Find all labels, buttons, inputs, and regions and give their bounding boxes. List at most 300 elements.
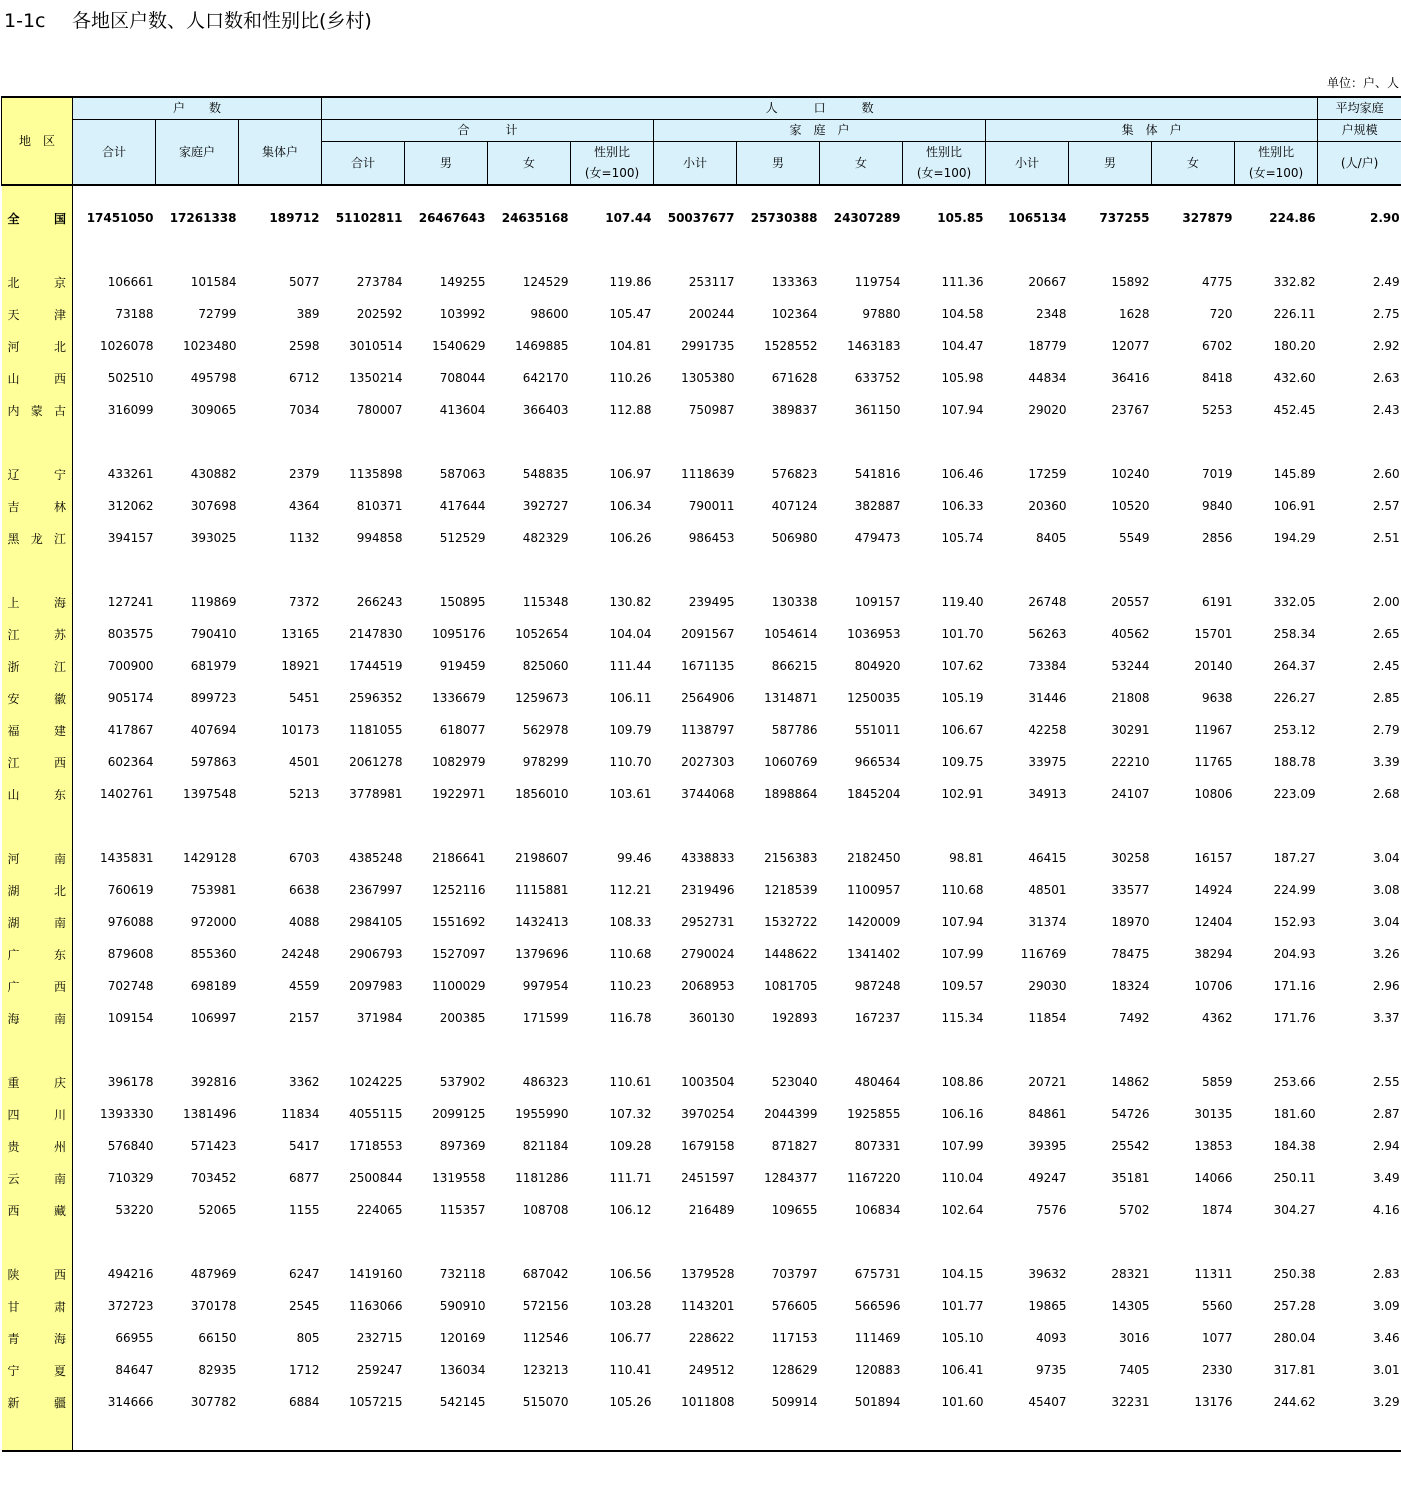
- data-cell: 1024225: [349, 1075, 403, 1089]
- data-cell: 109.28: [609, 1139, 652, 1153]
- data-cell: 4088: [288, 915, 320, 929]
- data-cell: 987248: [854, 979, 901, 993]
- data-cell: 1528552: [764, 339, 818, 353]
- data-cell: 167237: [854, 1011, 901, 1025]
- table-row: [2, 1322, 1401, 1354]
- data-cell: 312062: [107, 499, 154, 513]
- data-cell: 10806: [1194, 787, 1233, 801]
- region-cell: [2, 1322, 73, 1354]
- data-cell: 249512: [688, 1363, 735, 1377]
- data-cell: 1856010: [515, 787, 569, 801]
- region-name: 上 海: [7, 595, 66, 610]
- data-cell: 4362: [1201, 1011, 1233, 1025]
- data-cell: 14924: [1194, 883, 1233, 897]
- data-cell: 1115881: [515, 883, 569, 897]
- data-cell: 2099125: [432, 1107, 486, 1121]
- data-cell: 180.20: [1273, 339, 1316, 353]
- data-cell: 2.75: [1372, 307, 1400, 321]
- data-cell: 304.27: [1273, 1203, 1316, 1217]
- data-cell: 710329: [107, 1171, 154, 1185]
- data-cell: 19865: [1028, 1299, 1067, 1313]
- table-row: [2, 970, 1401, 1002]
- data-cell: 30291: [1111, 723, 1150, 737]
- data-cell: 119869: [190, 595, 237, 609]
- data-cell: 110.26: [609, 371, 652, 385]
- header-avg-size-3: (人/户): [1318, 142, 1401, 186]
- data-cell: 106.97: [609, 467, 652, 481]
- data-cell: 115.34: [941, 1011, 984, 1025]
- data-cell: 1628: [1118, 307, 1150, 321]
- data-cell: 2367997: [349, 883, 403, 897]
- data-cell: 780007: [356, 403, 403, 417]
- data-cell: 1397548: [183, 787, 237, 801]
- data-cell: 966534: [854, 755, 901, 769]
- data-cell: 618077: [439, 723, 486, 737]
- data-cell: 33975: [1028, 755, 1067, 769]
- table-row: [2, 1002, 1401, 1034]
- data-cell: 259247: [356, 1363, 403, 1377]
- data-cell: 1077: [1201, 1331, 1233, 1345]
- data-cell: 192893: [771, 1011, 818, 1025]
- table-row: [2, 490, 1401, 522]
- region-cell: [2, 202, 73, 234]
- data-cell: 7019: [1201, 467, 1233, 481]
- data-cell: 23767: [1111, 403, 1150, 417]
- data-cell: 4385248: [349, 851, 403, 865]
- region-name: 浙 江: [7, 659, 66, 674]
- data-cell: 1155: [288, 1203, 320, 1217]
- data-cell: 26467643: [418, 211, 486, 225]
- data-cell: 18779: [1028, 339, 1067, 353]
- region-cell: [2, 970, 73, 1002]
- data-cell: 107.99: [941, 947, 984, 961]
- spacer-cell: [73, 426, 1401, 458]
- data-cell: 590910: [439, 1299, 486, 1313]
- data-cell: 11311: [1194, 1267, 1233, 1281]
- region-cell: [2, 1386, 73, 1418]
- data-cell: 226.11: [1273, 307, 1316, 321]
- data-cell: 101.77: [941, 1299, 984, 1313]
- region-name: 湖 南: [7, 915, 66, 930]
- data-cell: 110.41: [609, 1363, 652, 1377]
- data-cell: 24307289: [833, 211, 901, 225]
- data-cell: 120169: [439, 1331, 486, 1345]
- data-cell: 307698: [190, 499, 237, 513]
- table-row: [2, 330, 1401, 362]
- data-cell: 200385: [439, 1011, 486, 1025]
- region-name: 河 南: [7, 851, 66, 866]
- data-cell: 1081705: [764, 979, 818, 993]
- data-cell: 110.70: [609, 755, 652, 769]
- data-cell: 1540629: [432, 339, 486, 353]
- data-cell: 18970: [1111, 915, 1150, 929]
- data-cell: 2.60: [1372, 467, 1400, 481]
- data-cell: 515070: [522, 1395, 569, 1409]
- data-cell: 111469: [854, 1331, 901, 1345]
- data-cell: 675731: [854, 1267, 901, 1281]
- data-cell: 3970254: [681, 1107, 735, 1121]
- data-cell: 537902: [439, 1075, 486, 1089]
- region-cell: [2, 586, 73, 618]
- data-cell: 2156383: [764, 851, 818, 865]
- data-cell: 1402761: [100, 787, 154, 801]
- header-avg-size-1: 平均家庭: [1318, 97, 1401, 120]
- data-cell: 760619: [107, 883, 154, 897]
- data-cell: 3.37: [1372, 1011, 1400, 1025]
- region-name: 安 徽: [7, 691, 66, 706]
- data-cell: 542145: [439, 1395, 486, 1409]
- data-cell: 1469885: [515, 339, 569, 353]
- data-cell: 407694: [190, 723, 237, 737]
- region-cell: [2, 1162, 73, 1194]
- data-cell: 2564906: [681, 691, 735, 705]
- data-cell: 38294: [1194, 947, 1233, 961]
- data-cell: 13165: [281, 627, 320, 641]
- data-cell: 487969: [190, 1267, 237, 1281]
- data-cell: 417867: [107, 723, 154, 737]
- data-cell: 6877: [288, 1171, 320, 1185]
- table-row: [2, 1386, 1401, 1418]
- data-cell: 1350214: [349, 371, 403, 385]
- data-cell: 106.16: [941, 1107, 984, 1121]
- data-cell: 1003504: [681, 1075, 735, 1089]
- spacer-cell: [73, 234, 1401, 266]
- data-cell: 997954: [522, 979, 569, 993]
- data-cell: 20140: [1194, 659, 1233, 673]
- region-name: 云 南: [7, 1171, 66, 1186]
- data-cell: 109154: [107, 1011, 154, 1025]
- region-cell: [2, 650, 73, 682]
- data-cell: 5417: [288, 1139, 320, 1153]
- data-cell: 571423: [190, 1139, 237, 1153]
- data-cell: 790011: [688, 499, 735, 513]
- data-cell: 200244: [688, 307, 735, 321]
- data-cell: 110.04: [941, 1171, 984, 1185]
- data-cell: 1095176: [432, 627, 486, 641]
- data-cell: 2.57: [1372, 499, 1400, 513]
- data-cell: 703797: [771, 1267, 818, 1281]
- header-collective-male: 男: [1069, 142, 1152, 186]
- data-cell: 120883: [854, 1363, 901, 1377]
- data-cell: 184.38: [1273, 1139, 1316, 1153]
- data-cell: 20667: [1028, 275, 1067, 289]
- data-cell: 3744068: [681, 787, 735, 801]
- data-cell: 1319558: [432, 1171, 486, 1185]
- data-cell: 2451597: [681, 1171, 735, 1185]
- data-cell: 24635168: [501, 211, 569, 225]
- table-row: [2, 1066, 1401, 1098]
- data-cell: 50037677: [667, 211, 735, 225]
- data-cell: 1922971: [432, 787, 486, 801]
- data-cell: 115348: [522, 595, 569, 609]
- data-cell: 115357: [439, 1203, 486, 1217]
- spacer-row: [2, 1034, 1401, 1066]
- header-family-subtotal: 小计: [654, 142, 737, 186]
- data-cell: 223.09: [1273, 787, 1316, 801]
- data-cell: 366403: [522, 403, 569, 417]
- region-name: 青 海: [7, 1331, 66, 1346]
- data-cell: 136034: [439, 1363, 486, 1377]
- region-name: 广 西: [7, 979, 66, 994]
- data-cell: 371984: [356, 1011, 403, 1025]
- spacer-cell: [73, 554, 1401, 586]
- header-collective-female: 女: [1152, 142, 1235, 186]
- data-cell: 899723: [190, 691, 237, 705]
- header-pop-family-group: 家 庭 户: [654, 120, 986, 142]
- data-cell: 2319496: [681, 883, 735, 897]
- data-cell: 587786: [771, 723, 818, 737]
- data-cell: 103.28: [609, 1299, 652, 1313]
- data-cell: 84647: [115, 1363, 154, 1377]
- data-cell: 4093: [1035, 1331, 1067, 1345]
- data-cell: 708044: [439, 371, 486, 385]
- data-cell: 866215: [771, 659, 818, 673]
- data-cell: 8418: [1201, 371, 1233, 385]
- data-cell: 17451050: [86, 211, 154, 225]
- header-family-sex-ratio: [903, 142, 986, 186]
- data-cell: 753981: [190, 883, 237, 897]
- data-cell: 1100957: [847, 883, 901, 897]
- data-cell: 720: [1209, 307, 1233, 321]
- region-cell: [2, 874, 73, 906]
- data-cell: 11765: [1194, 755, 1233, 769]
- data-cell: 309065: [190, 403, 237, 417]
- data-cell: 30135: [1194, 1107, 1233, 1121]
- data-cell: 12404: [1194, 915, 1233, 929]
- data-cell: 15892: [1111, 275, 1150, 289]
- data-cell: 106.34: [609, 499, 652, 513]
- data-cell: 1874: [1201, 1203, 1233, 1217]
- data-cell: 149255: [439, 275, 486, 289]
- data-cell: 30258: [1111, 851, 1150, 865]
- data-cell: 7034: [288, 403, 320, 417]
- region-name: 陕 西: [7, 1267, 66, 1282]
- table-row: [2, 362, 1401, 394]
- data-cell: 250.38: [1273, 1267, 1316, 1281]
- data-cell: 152.93: [1273, 915, 1316, 929]
- data-cell: 101.60: [941, 1395, 984, 1409]
- data-cell: 16157: [1194, 851, 1233, 865]
- data-cell: 116769: [1020, 947, 1067, 961]
- spacer-cell: [73, 185, 1401, 202]
- data-cell: 551011: [854, 723, 901, 737]
- data-cell: 1060769: [764, 755, 818, 769]
- data-cell: 97880: [862, 307, 901, 321]
- region-name: 黑 龙 江: [7, 531, 66, 546]
- data-cell: 106.77: [609, 1331, 652, 1345]
- data-cell: 2.87: [1372, 1107, 1400, 1121]
- region-cell: [2, 394, 73, 426]
- data-cell: 2.96: [1372, 979, 1400, 993]
- data-cell: 2.65: [1372, 627, 1400, 641]
- data-cell: 1527097: [432, 947, 486, 961]
- data-cell: 810371: [356, 499, 403, 513]
- data-cell: 9735: [1035, 1363, 1067, 1377]
- data-cell: 1065134: [1008, 211, 1067, 225]
- table-row: [2, 298, 1401, 330]
- data-cell: 1284377: [764, 1171, 818, 1185]
- data-cell: 25542: [1111, 1139, 1150, 1153]
- table-row: [2, 458, 1401, 490]
- data-cell: 4501: [288, 755, 320, 769]
- data-cell: 98600: [530, 307, 569, 321]
- data-cell: 106997: [190, 1011, 237, 1025]
- data-cell: 1143201: [681, 1299, 735, 1313]
- header-collective-sex-ratio: [1235, 142, 1318, 186]
- data-cell: 2330: [1201, 1363, 1233, 1377]
- data-cell: 22210: [1111, 755, 1150, 769]
- data-cell: 3.46: [1372, 1331, 1400, 1345]
- data-cell: 105.26: [609, 1395, 652, 1409]
- data-cell: 109.57: [941, 979, 984, 993]
- population-table: [1, 96, 1401, 1452]
- region-name: 西 藏: [7, 1203, 66, 1218]
- data-cell: 25730388: [750, 211, 818, 225]
- data-cell: 1671135: [681, 659, 735, 673]
- data-cell: 104.81: [609, 339, 652, 353]
- header-sex-ratio-line2: (女=100): [584, 166, 640, 180]
- data-cell: 1419160: [349, 1267, 403, 1281]
- data-cell: 24107: [1111, 787, 1150, 801]
- data-cell: 273784: [356, 275, 403, 289]
- data-cell: 56263: [1028, 627, 1067, 641]
- region-cell: [2, 1098, 73, 1130]
- data-cell: 737255: [1099, 211, 1150, 225]
- data-cell: 2348: [1035, 307, 1067, 321]
- data-cell: 110.68: [941, 883, 984, 897]
- data-cell: 40562: [1111, 627, 1150, 641]
- data-cell: 2.85: [1372, 691, 1400, 705]
- data-cell: 171.16: [1273, 979, 1316, 993]
- data-cell: 3.04: [1372, 851, 1400, 865]
- data-cell: 732118: [439, 1267, 486, 1281]
- data-cell: 633752: [854, 371, 901, 385]
- data-cell: 1379696: [515, 947, 569, 961]
- data-cell: 805: [296, 1331, 320, 1345]
- data-cell: 1898864: [764, 787, 818, 801]
- table-row: [2, 682, 1401, 714]
- table-row: [2, 1130, 1401, 1162]
- data-cell: 307782: [190, 1395, 237, 1409]
- data-cell: 119.40: [941, 595, 984, 609]
- data-cell: 1250035: [847, 691, 901, 705]
- data-cell: 49247: [1028, 1171, 1067, 1185]
- table-code: 1-1c: [4, 10, 46, 32]
- data-cell: 1955990: [515, 1107, 569, 1121]
- data-cell: 509914: [771, 1395, 818, 1409]
- data-cell: 314666: [107, 1395, 154, 1409]
- data-cell: 750987: [688, 403, 735, 417]
- data-cell: 394157: [107, 531, 154, 545]
- data-cell: 1167220: [847, 1171, 901, 1185]
- data-cell: 2.90: [1370, 211, 1400, 225]
- data-cell: 3.01: [1372, 1363, 1400, 1377]
- spacer-region-cell: [2, 185, 73, 202]
- data-cell: 101.70: [941, 627, 984, 641]
- data-cell: 109.79: [609, 723, 652, 737]
- data-cell: 642170: [522, 371, 569, 385]
- data-cell: 2906793: [349, 947, 403, 961]
- table-row: [2, 874, 1401, 906]
- header-family-sex-ratio-line2: (女=100): [916, 166, 972, 180]
- data-cell: 11854: [1028, 1011, 1067, 1025]
- data-cell: 5549: [1118, 531, 1150, 545]
- region-cell: [2, 522, 73, 554]
- data-cell: 17259: [1028, 467, 1067, 481]
- data-cell: 393025: [190, 531, 237, 545]
- data-cell: 1218539: [764, 883, 818, 897]
- data-cell: 1138797: [681, 723, 735, 737]
- data-cell: 105.10: [941, 1331, 984, 1345]
- data-cell: 107.62: [941, 659, 984, 673]
- data-cell: 506980: [771, 531, 818, 545]
- table-row: [2, 618, 1401, 650]
- data-cell: 370178: [190, 1299, 237, 1313]
- data-cell: 103992: [439, 307, 486, 321]
- data-cell: 3.26: [1372, 947, 1400, 961]
- data-cell: 3778981: [349, 787, 403, 801]
- data-cell: 5253: [1201, 403, 1233, 417]
- data-cell: 53220: [115, 1203, 154, 1217]
- data-cell: 5702: [1118, 1203, 1150, 1217]
- data-cell: 2.68: [1372, 787, 1400, 801]
- data-cell: 250.11: [1273, 1171, 1316, 1185]
- data-cell: 110.68: [609, 947, 652, 961]
- data-cell: 1393330: [100, 1107, 154, 1121]
- data-cell: 4559: [288, 979, 320, 993]
- data-cell: 3.29: [1372, 1395, 1400, 1409]
- data-cell: 46415: [1028, 851, 1067, 865]
- region-cell: [2, 362, 73, 394]
- data-cell: 1379528: [681, 1267, 735, 1281]
- table-row: [2, 586, 1401, 618]
- region-name: 四 川: [7, 1107, 66, 1122]
- data-cell: 1718553: [349, 1139, 403, 1153]
- data-cell: 104.58: [941, 307, 984, 321]
- region-name: 北 京: [7, 275, 66, 290]
- table-title: [4, 6, 372, 33]
- region-name: 江 西: [7, 755, 66, 770]
- data-cell: 257.28: [1273, 1299, 1316, 1313]
- data-cell: 82935: [198, 1363, 237, 1377]
- data-cell: 2545: [288, 1299, 320, 1313]
- spacer-region-cell: [2, 810, 73, 842]
- table-row: [2, 778, 1401, 810]
- data-cell: 671628: [771, 371, 818, 385]
- data-cell: 109.75: [941, 755, 984, 769]
- region-cell: [2, 906, 73, 938]
- data-cell: 1023480: [183, 339, 237, 353]
- data-cell: 116.78: [609, 1011, 652, 1025]
- data-cell: 1336679: [432, 691, 486, 705]
- bottom-spacer-row: [2, 1418, 1401, 1451]
- region-cell: [2, 682, 73, 714]
- data-cell: 107.32: [609, 1107, 652, 1121]
- header-population: 人 口 数: [322, 97, 1318, 120]
- header-hh-family: 家庭户: [156, 120, 239, 186]
- table-row: [2, 938, 1401, 970]
- data-cell: 98.81: [949, 851, 984, 865]
- data-cell: 1679158: [681, 1139, 735, 1153]
- data-cell: 39395: [1028, 1139, 1067, 1153]
- data-cell: 202592: [356, 307, 403, 321]
- region-name: 重 庆: [7, 1075, 66, 1090]
- table-row: [2, 1258, 1401, 1290]
- data-cell: 103.61: [609, 787, 652, 801]
- data-cell: 101584: [190, 275, 237, 289]
- data-cell: 119754: [854, 275, 901, 289]
- region-cell: [2, 778, 73, 810]
